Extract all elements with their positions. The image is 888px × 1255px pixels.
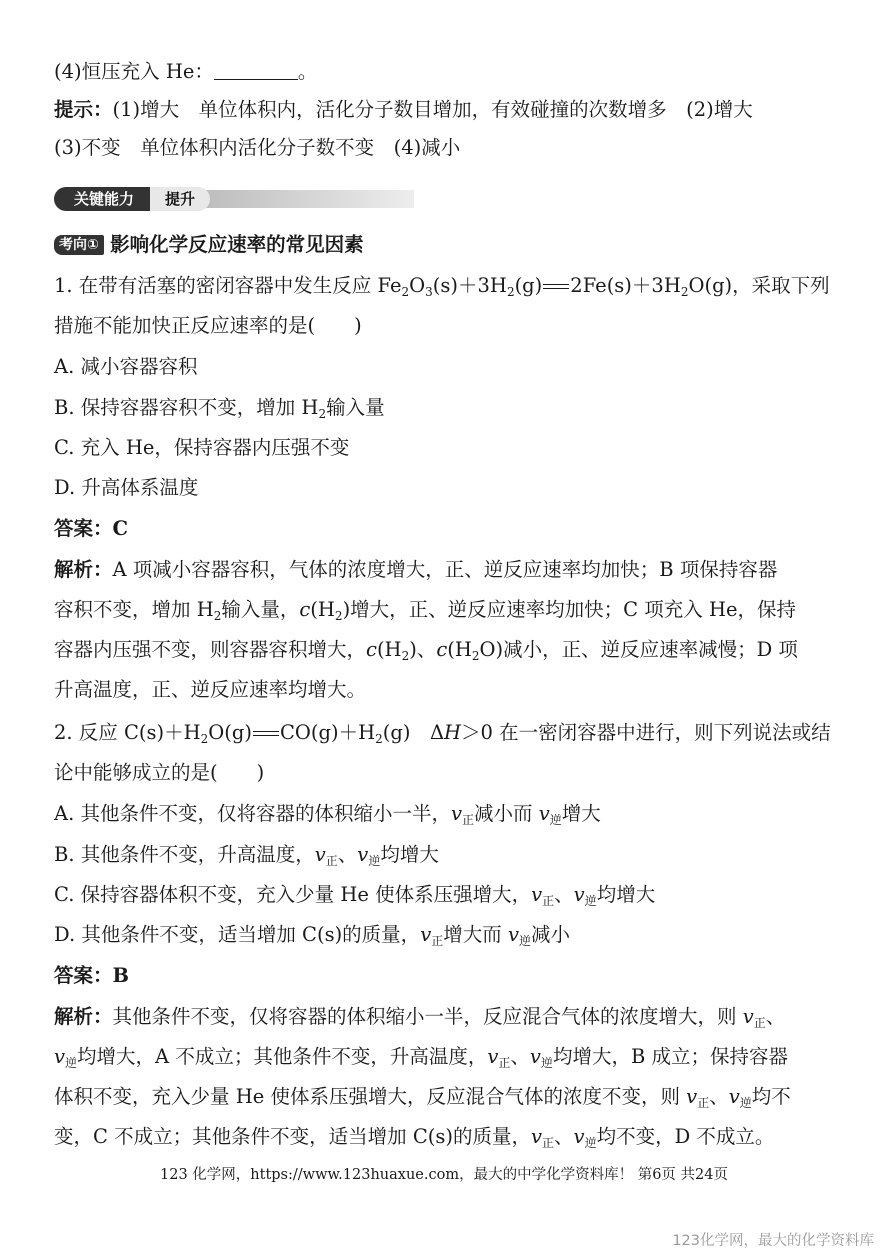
q2-option-d: D. 其他条件不变，适当增加 C(s)的质量，$v_正$增大而 $v_逆$减小 xyxy=(54,923,570,948)
section-title: 影响化学反应速率的常见因素 xyxy=(110,233,364,256)
q1-stem-line2: 措施不能加快正反应速率的是( ) xyxy=(54,314,362,337)
q1-explanation-line1: 解析：A 项减小容器容积，气体的浓度增大，正、逆反应速率均加快；B 项保持容器 xyxy=(54,558,778,581)
section-heading xyxy=(54,231,364,259)
q1-explanation-line3: 容器内压强不变，则容器容积增大，$c(H_2)$、$c(H_2O)$减小，正、逆反应速率减慢；D 项 xyxy=(54,638,798,663)
hint-line-1: 提示：(1)增大 单位体积内，活化分子数目增加，有效碰撞的次数增多 (2)增大 xyxy=(54,98,753,121)
q2-stem-line2: 论中能够成立的是( ) xyxy=(54,761,265,784)
banner-dark-label: 关键能力 xyxy=(54,187,154,211)
page-footer: 123 化学网，https://www.123huaxue.com，最大的中学化学资料库！ 第6页 共24页 xyxy=(160,1167,728,1183)
watermark: 123化学网，最大的化学资料库 xyxy=(672,1233,874,1249)
hint-line-2: (3)不变 单位体积内活化分子数不变 (4)减小 xyxy=(54,136,461,159)
equilibrium-arrow-icon xyxy=(253,729,279,739)
q2-explanation-line4: 变，C 不成立；其他条件不变，适当增加 C(s)的质量，$v_正$、$v_逆$均不变，D 不成立。 xyxy=(54,1125,775,1150)
question-4-line: (4)恒压充入 He： 。 xyxy=(54,60,318,83)
q1-option-b: B. 保持容器容积不变，增加 $H_2$输入量 xyxy=(54,396,385,421)
q1-option-a: A. 减小容器容积 xyxy=(54,355,198,378)
kaoxiang-badge: 考向① xyxy=(54,235,104,255)
q2-option-c: C. 保持容器体积不变，充入少量 He 使体系压强增大，$v_正$、$v_逆$均增大 xyxy=(54,883,656,908)
q1-option-d: D. 升高体系温度 xyxy=(54,476,199,499)
q2-explanation-line2: $v_逆$均增大，A 不成立；其他条件不变，升高温度，$v_正$、$v_逆$均增大，B 成立；保持容器 xyxy=(54,1045,788,1070)
q1-answer: 答案：C xyxy=(54,517,129,540)
equilibrium-arrow-icon xyxy=(543,282,569,292)
q1-stem-line1: 1. 在带有活塞的密闭容器中发生反应 $Fe_2O_3(s)+3H_2(g)$ $2Fe(s)+3H_2O(g)$，采取下列 xyxy=(54,274,830,299)
q2-option-a: A. 其他条件不变，仅将容器的体积缩小一半，$v_正$减小而 $v_逆$增大 xyxy=(54,802,601,827)
banner-light-label: 提升 xyxy=(150,187,210,211)
q2-answer: 答案：B xyxy=(54,964,129,987)
banner-bar xyxy=(204,190,414,208)
answer-blank xyxy=(214,61,298,80)
q1-explanation-line4: 升高温度，正、逆反应速率均增大。 xyxy=(54,678,367,701)
q2-explanation-line3: 体积不变，充入少量 He 使体系压强增大，反应混合气体的浓度不变，则 $v_正$、$v_逆$均不 xyxy=(54,1085,791,1110)
q1-explanation-line2: 容积不变，增加 $H_2$输入量，$c(H_2)$增大，正、逆反应速率均加快；C 项充入 He，保持 xyxy=(54,598,797,623)
key-ability-banner xyxy=(54,186,414,212)
q2-stem-line1: 2. 反应 $C(s)+H_2O(g)$ $CO(g)+H_2(g)$ ΔH＞0 在一密闭容器中进行，则下列说法或结 xyxy=(54,721,831,746)
q2-option-b: B. 其他条件不变，升高温度，$v_正$、$v_逆$均增大 xyxy=(54,843,439,868)
q2-explanation-line1: 解析：其他条件不变，仅将容器的体积缩小一半，反应混合气体的浓度增大，则 $v_正$、 xyxy=(54,1005,786,1030)
q1-option-c: C. 充入 He，保持容器内压强不变 xyxy=(54,436,350,459)
